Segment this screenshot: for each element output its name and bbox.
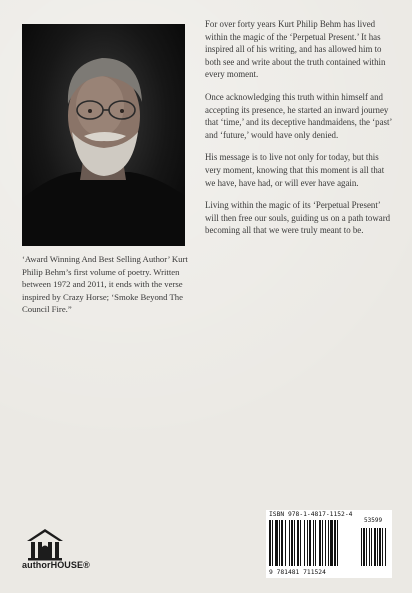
author-photo: [22, 24, 185, 246]
author-portrait-illustration: [22, 24, 185, 246]
blurb-paragraph: ‘Award Winning And Best Selling Author’ Kurt Philip Behm’s first volume of poetry. Written between 1972 and 2011, it ends with the verse inspired by Crazy Horse; ‘Smoke Beyond The Council Fire.”: [22, 254, 188, 315]
barcode-addon-number: 53599: [364, 517, 383, 524]
barcode-digits: 9 781481 711524: [269, 569, 326, 576]
bio-paragraph: His message is to live not only for today, but this very moment, knowing that this moment is all that we have, have had, or will ever have again.: [205, 152, 385, 188]
author-bio: [205, 18, 395, 247]
isbn-label: ISBN 978-1-4817-1152-4: [269, 511, 353, 518]
bio-paragraph: Once acknowledging this truth within himself and accepting its presence, he started an inward journey that ‘time,’ and its deceptive handmaidens, the ‘past’ and ‘future,’ would have only denied.: [205, 91, 392, 140]
bio-paragraph: For over forty years Kurt Philip Behm has lived within the magic of the ‘Perpetual Present.’ It has inspired all of his writing, and has allowed him to both see and write about the truth contained within every moment.: [205, 19, 386, 80]
bio-paragraph: Living within the magic of its ‘Perpetual Present’ will then free our souls, guiding us on a path toward becoming all that we were truly meant to be.: [205, 200, 391, 236]
publisher-name: authorHOUSE®: [22, 560, 90, 570]
book-blurb: [22, 253, 190, 326]
barcode-icon: [269, 520, 389, 570]
